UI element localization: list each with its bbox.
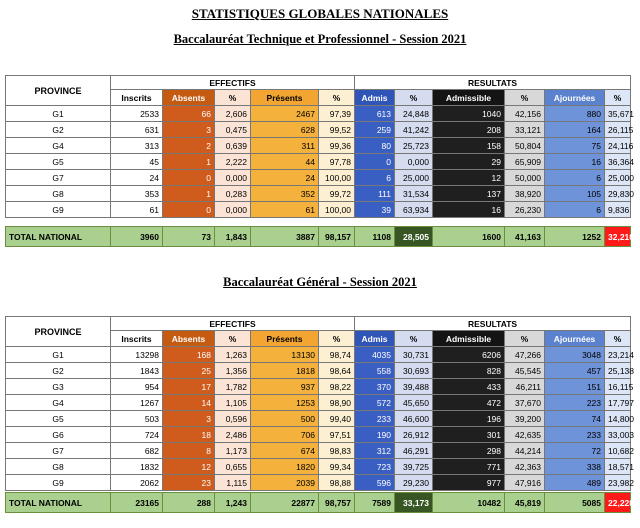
ajournees-pct-cell: 14,800	[605, 411, 631, 427]
presents-cell: 628	[251, 122, 319, 138]
absents-pct-cell: 0,475	[215, 122, 251, 138]
ajournees-pct-cell: 24,116	[605, 138, 631, 154]
province-cell: G2	[6, 122, 111, 138]
absents-pct-cell: 0,000	[215, 170, 251, 186]
section-title-general: Baccalauréat Général - Session 2021	[223, 275, 417, 289]
col-admissible: Admissible	[433, 331, 505, 347]
admis-cell: 259	[355, 122, 395, 138]
total-inscrits-cell: 3960	[111, 227, 163, 247]
inscrits-cell: 61	[111, 202, 163, 218]
province-cell: G2	[6, 363, 111, 379]
admissible-pct-cell: 50,804	[505, 138, 545, 154]
admis-pct-cell: 45,650	[395, 395, 433, 411]
admissible-cell: 208	[433, 122, 505, 138]
admissible-cell: 196	[433, 411, 505, 427]
table-row	[6, 379, 631, 395]
total-ajournees-pct-cell: 32,210	[605, 227, 631, 247]
col-absents-pct: %	[215, 90, 251, 106]
ajournees-cell: 16	[545, 154, 605, 170]
admissible-pct-cell: 42,635	[505, 427, 545, 443]
presents-cell: 937	[251, 379, 319, 395]
table-row	[6, 475, 631, 491]
table-row	[6, 459, 631, 475]
admissible-pct-cell: 39,200	[505, 411, 545, 427]
admis-pct-cell: 25,000	[395, 170, 433, 186]
province-cell: G1	[6, 106, 111, 122]
presents-pct-cell: 98,22	[319, 379, 355, 395]
ajournees-cell: 6	[545, 202, 605, 218]
presents-cell: 13130	[251, 347, 319, 363]
admissible-cell: 771	[433, 459, 505, 475]
inscrits-cell: 45	[111, 154, 163, 170]
province-cell: G3	[6, 379, 111, 395]
admis-cell: 6	[355, 170, 395, 186]
ajournees-cell: 3048	[545, 347, 605, 363]
absents-pct-cell: 0,655	[215, 459, 251, 475]
province-header: PROVINCE	[6, 76, 111, 106]
absents-pct-cell: 0,283	[215, 186, 251, 202]
province-cell: G7	[6, 443, 111, 459]
province-cell: G1	[6, 347, 111, 363]
table-general	[5, 316, 634, 491]
province-cell: G8	[6, 459, 111, 475]
absents-pct-cell: 1,105	[215, 395, 251, 411]
admis-pct-cell: 25,723	[395, 138, 433, 154]
admissible-pct-cell: 26,230	[505, 202, 545, 218]
admis-cell: 80	[355, 138, 395, 154]
province-cell: G6	[6, 427, 111, 443]
province-cell: G7	[6, 170, 111, 186]
absents-pct-cell: 1,356	[215, 363, 251, 379]
col-presents-pct: %	[319, 331, 355, 347]
absents-cell: 66	[163, 106, 215, 122]
table-row	[6, 170, 631, 186]
admis-pct-cell: 39,488	[395, 379, 433, 395]
admis-cell: 39	[355, 202, 395, 218]
admissible-cell: 977	[433, 475, 505, 491]
ajournees-cell: 489	[545, 475, 605, 491]
admissible-cell: 472	[433, 395, 505, 411]
table-row	[6, 138, 631, 154]
col-admissible: Admissible	[433, 90, 505, 106]
inscrits-cell: 353	[111, 186, 163, 202]
presents-pct-cell: 100,00	[319, 202, 355, 218]
absents-cell: 12	[163, 459, 215, 475]
admis-cell: 596	[355, 475, 395, 491]
absents-pct-cell: 1,263	[215, 347, 251, 363]
absents-cell: 0	[163, 202, 215, 218]
inscrits-cell: 631	[111, 122, 163, 138]
table-row	[6, 443, 631, 459]
total-admissible-pct-cell: 45,819	[505, 493, 545, 513]
presents-cell: 1820	[251, 459, 319, 475]
total-presents-pct-cell: 98,757	[319, 493, 355, 513]
ajournees-cell: 880	[545, 106, 605, 122]
admissible-cell: 828	[433, 363, 505, 379]
table-row	[6, 427, 631, 443]
admis-cell: 558	[355, 363, 395, 379]
presents-cell: 1818	[251, 363, 319, 379]
admis-cell: 0	[355, 154, 395, 170]
resultats-header: RESULTATS	[355, 317, 631, 331]
admis-cell: 312	[355, 443, 395, 459]
absents-pct-cell: 0,639	[215, 138, 251, 154]
ajournees-pct-cell: 25,138	[605, 363, 631, 379]
ajournees-cell: 223	[545, 395, 605, 411]
ajournees-pct-cell: 26,115	[605, 122, 631, 138]
admissible-pct-cell: 46,211	[505, 379, 545, 395]
admis-pct-cell: 31,534	[395, 186, 433, 202]
total-inscrits-cell: 23165	[111, 493, 163, 513]
total-ajournees-pct-cell: 22,228	[605, 493, 631, 513]
table-row	[6, 411, 631, 427]
presents-cell: 674	[251, 443, 319, 459]
ajournees-cell: 74	[545, 411, 605, 427]
absents-cell: 23	[163, 475, 215, 491]
table-row	[6, 347, 631, 363]
absents-pct-cell: 0,596	[215, 411, 251, 427]
presents-pct-cell: 98,90	[319, 395, 355, 411]
inscrits-cell: 2062	[111, 475, 163, 491]
inscrits-cell: 503	[111, 411, 163, 427]
admis-pct-cell: 30,693	[395, 363, 433, 379]
ajournees-pct-cell: 25,000	[605, 170, 631, 186]
total-admissible-cell: 1600	[433, 227, 505, 247]
admis-pct-cell: 24,848	[395, 106, 433, 122]
ajournees-cell: 164	[545, 122, 605, 138]
ajournees-cell: 457	[545, 363, 605, 379]
admis-pct-cell: 26,912	[395, 427, 433, 443]
ajournees-pct-cell: 23,982	[605, 475, 631, 491]
admis-cell: 572	[355, 395, 395, 411]
col-absents-pct: %	[215, 331, 251, 347]
admis-pct-cell: 30,731	[395, 347, 433, 363]
admissible-cell: 158	[433, 138, 505, 154]
presents-cell: 706	[251, 427, 319, 443]
total-ajournees-cell: 1252	[545, 227, 605, 247]
table-technique	[5, 75, 634, 218]
admis-cell: 190	[355, 427, 395, 443]
admis-pct-cell: 0,000	[395, 154, 433, 170]
absents-cell: 168	[163, 347, 215, 363]
col-absents: Absents	[163, 331, 215, 347]
table-row	[6, 395, 631, 411]
total-ajournees-cell: 5085	[545, 493, 605, 513]
total-national-technique	[5, 226, 634, 247]
presents-cell: 500	[251, 411, 319, 427]
absents-cell: 3	[163, 122, 215, 138]
province-cell: G4	[6, 138, 111, 154]
total-admissible-pct-cell: 41,163	[505, 227, 545, 247]
inscrits-cell: 1843	[111, 363, 163, 379]
presents-cell: 2039	[251, 475, 319, 491]
admis-pct-cell: 41,242	[395, 122, 433, 138]
col-ajournees-pct: %	[605, 90, 631, 106]
admissible-pct-cell: 33,121	[505, 122, 545, 138]
absents-pct-cell: 2,486	[215, 427, 251, 443]
inscrits-cell: 24	[111, 170, 163, 186]
ajournees-cell: 72	[545, 443, 605, 459]
presents-pct-cell: 98,83	[319, 443, 355, 459]
presents-pct-cell: 97,78	[319, 154, 355, 170]
total-absents-pct-cell: 1,243	[215, 493, 251, 513]
admis-pct-cell: 46,291	[395, 443, 433, 459]
table-row	[6, 202, 631, 218]
admissible-pct-cell: 42,156	[505, 106, 545, 122]
total-label: TOTAL NATIONAL	[6, 493, 111, 513]
admissible-pct-cell: 45,545	[505, 363, 545, 379]
ajournees-pct-cell: 16,115	[605, 379, 631, 395]
presents-pct-cell: 98,88	[319, 475, 355, 491]
ajournees-cell: 6	[545, 170, 605, 186]
absents-cell: 1	[163, 154, 215, 170]
admis-cell: 613	[355, 106, 395, 122]
presents-cell: 352	[251, 186, 319, 202]
ajournees-pct-cell: 35,671	[605, 106, 631, 122]
effectifs-header: EFFECTIFS	[111, 76, 355, 90]
presents-pct-cell: 97,39	[319, 106, 355, 122]
inscrits-cell: 13298	[111, 347, 163, 363]
absents-pct-cell: 1,115	[215, 475, 251, 491]
absents-pct-cell: 2,606	[215, 106, 251, 122]
absents-pct-cell: 2,222	[215, 154, 251, 170]
province-header: PROVINCE	[6, 317, 111, 347]
ajournees-cell: 105	[545, 186, 605, 202]
total-label: TOTAL NATIONAL	[6, 227, 111, 247]
absents-cell: 3	[163, 411, 215, 427]
ajournees-cell: 75	[545, 138, 605, 154]
presents-cell: 44	[251, 154, 319, 170]
inscrits-cell: 954	[111, 379, 163, 395]
admissible-cell: 29	[433, 154, 505, 170]
presents-cell: 24	[251, 170, 319, 186]
absents-cell: 25	[163, 363, 215, 379]
ajournees-pct-cell: 36,364	[605, 154, 631, 170]
presents-pct-cell: 99,52	[319, 122, 355, 138]
presents-pct-cell: 99,40	[319, 411, 355, 427]
admis-cell: 233	[355, 411, 395, 427]
admissible-pct-cell: 38,920	[505, 186, 545, 202]
admis-cell: 111	[355, 186, 395, 202]
inscrits-cell: 2533	[111, 106, 163, 122]
ajournees-pct-cell: 33,003	[605, 427, 631, 443]
col-presents: Présents	[251, 90, 319, 106]
col-ajournees: Ajournées	[545, 90, 605, 106]
ajournees-cell: 338	[545, 459, 605, 475]
total-admis-cell: 7589	[355, 493, 395, 513]
presents-pct-cell: 99,36	[319, 138, 355, 154]
absents-cell: 18	[163, 427, 215, 443]
presents-pct-cell: 99,34	[319, 459, 355, 475]
presents-pct-cell: 100,00	[319, 170, 355, 186]
table-row	[6, 154, 631, 170]
absents-pct-cell: 1,782	[215, 379, 251, 395]
inscrits-cell: 313	[111, 138, 163, 154]
admissible-cell: 1040	[433, 106, 505, 122]
col-ajournees: Ajournées	[545, 331, 605, 347]
admissible-pct-cell: 37,670	[505, 395, 545, 411]
ajournees-cell: 151	[545, 379, 605, 395]
ajournees-pct-cell: 23,214	[605, 347, 631, 363]
presents-cell: 2467	[251, 106, 319, 122]
absents-pct-cell: 1,173	[215, 443, 251, 459]
col-admissible-pct: %	[505, 90, 545, 106]
table-row	[6, 122, 631, 138]
ajournees-pct-cell: 10,682	[605, 443, 631, 459]
absents-cell: 14	[163, 395, 215, 411]
absents-cell: 2	[163, 138, 215, 154]
total-admis-pct-cell: 33,173	[395, 493, 433, 513]
absents-cell: 1	[163, 186, 215, 202]
page-title: STATISTIQUES GLOBALES NATIONALES	[191, 6, 449, 21]
admissible-pct-cell: 42,363	[505, 459, 545, 475]
admis-pct-cell: 46,600	[395, 411, 433, 427]
effectifs-header: EFFECTIFS	[111, 317, 355, 331]
table-row	[6, 106, 631, 122]
total-absents-pct-cell: 1,843	[215, 227, 251, 247]
admis-pct-cell: 63,934	[395, 202, 433, 218]
ajournees-cell: 233	[545, 427, 605, 443]
absents-cell: 0	[163, 170, 215, 186]
ajournees-pct-cell: 18,571	[605, 459, 631, 475]
inscrits-cell: 1832	[111, 459, 163, 475]
admissible-cell: 137	[433, 186, 505, 202]
table-row	[6, 186, 631, 202]
col-presents-pct: %	[319, 90, 355, 106]
admissible-pct-cell: 50,000	[505, 170, 545, 186]
admissible-cell: 298	[433, 443, 505, 459]
admissible-cell: 16	[433, 202, 505, 218]
col-absents: Absents	[163, 90, 215, 106]
col-admis-pct: %	[395, 90, 433, 106]
admissible-cell: 433	[433, 379, 505, 395]
col-inscrits: Inscrits	[111, 331, 163, 347]
absents-cell: 17	[163, 379, 215, 395]
col-admis: Admis	[355, 90, 395, 106]
admis-cell: 4035	[355, 347, 395, 363]
presents-cell: 61	[251, 202, 319, 218]
admissible-cell: 301	[433, 427, 505, 443]
ajournees-pct-cell: 9,836	[605, 202, 631, 218]
presents-pct-cell: 98,74	[319, 347, 355, 363]
total-admissible-cell: 10482	[433, 493, 505, 513]
admis-pct-cell: 39,725	[395, 459, 433, 475]
total-presents-cell: 3887	[251, 227, 319, 247]
section-title-technique: Baccalauréat Technique et Professionnel - Session 2021	[173, 32, 467, 46]
total-admis-cell: 1108	[355, 227, 395, 247]
admis-pct-cell: 29,230	[395, 475, 433, 491]
province-cell: G8	[6, 186, 111, 202]
table-row	[6, 363, 631, 379]
inscrits-cell: 724	[111, 427, 163, 443]
admissible-pct-cell: 44,214	[505, 443, 545, 459]
presents-pct-cell: 98,64	[319, 363, 355, 379]
col-admis: Admis	[355, 331, 395, 347]
province-cell: G9	[6, 202, 111, 218]
province-cell: G9	[6, 475, 111, 491]
admis-cell: 370	[355, 379, 395, 395]
col-admissible-pct: %	[505, 331, 545, 347]
col-admis-pct: %	[395, 331, 433, 347]
admissible-pct-cell: 47,916	[505, 475, 545, 491]
total-national-general	[5, 492, 634, 513]
ajournees-pct-cell: 29,830	[605, 186, 631, 202]
admissible-cell: 12	[433, 170, 505, 186]
admissible-pct-cell: 47,266	[505, 347, 545, 363]
admissible-cell: 6206	[433, 347, 505, 363]
presents-cell: 1253	[251, 395, 319, 411]
presents-pct-cell: 99,72	[319, 186, 355, 202]
total-presents-cell: 22877	[251, 493, 319, 513]
inscrits-cell: 1267	[111, 395, 163, 411]
province-cell: G5	[6, 411, 111, 427]
admis-cell: 723	[355, 459, 395, 475]
presents-cell: 311	[251, 138, 319, 154]
total-absents-cell: 73	[163, 227, 215, 247]
admissible-pct-cell: 65,909	[505, 154, 545, 170]
inscrits-cell: 682	[111, 443, 163, 459]
presents-pct-cell: 97,51	[319, 427, 355, 443]
total-absents-cell: 288	[163, 493, 215, 513]
col-inscrits: Inscrits	[111, 90, 163, 106]
ajournees-pct-cell: 17,797	[605, 395, 631, 411]
province-cell: G4	[6, 395, 111, 411]
province-cell: G5	[6, 154, 111, 170]
resultats-header: RESULTATS	[355, 76, 631, 90]
absents-pct-cell: 0,000	[215, 202, 251, 218]
total-presents-pct-cell: 98,157	[319, 227, 355, 247]
total-admis-pct-cell: 28,505	[395, 227, 433, 247]
col-presents: Présents	[251, 331, 319, 347]
col-ajournees-pct: %	[605, 331, 631, 347]
absents-cell: 8	[163, 443, 215, 459]
